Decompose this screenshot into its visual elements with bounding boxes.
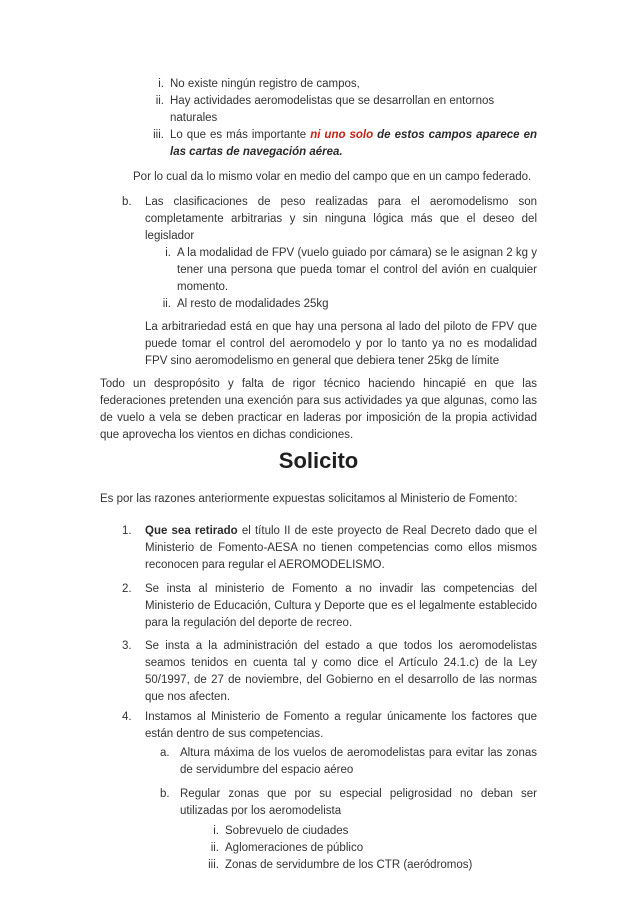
list-item-text: Regular zonas que por su especial peligrosidad no deban ser utilizadas por los aeromodelista [180,788,537,817]
paragraph-por-lo-cual: Por lo cual da lo mismo volar en medio del campo que en un campo federado. [133,171,532,183]
list-item-text: Instamos al Ministerio de Fomento a regular únicamente los factores que están dentro de sus competencias. [145,711,537,740]
list-marker: iii. [153,129,164,141]
list-item-text: Zonas de servidumbre de los CTR (aeródromos) [225,859,473,871]
list-item [100,127,537,161]
list-item [100,857,537,874]
request4b-sublist [100,823,537,874]
request-item-3 [100,638,537,706]
list-item [100,93,537,127]
list-item [100,76,537,93]
list-marker: b. [160,788,170,800]
list-marker: a. [160,747,170,759]
bold-text: Que sea retirado [145,525,238,537]
list-item [100,245,537,296]
list-item-text: Altura máxima de los vuelos de aeromodelistas para evitar las zonas de servidumbre del espacio aéreo [180,747,537,776]
request-item-1 [100,523,537,574]
list-marker: 3. [122,640,132,652]
emphasized-text: de estos campos aparece en las cartas de navegación aérea. [170,129,537,158]
paragraph-desproposito: Todo un despropósito y falta de rigor técnico haciendo hincapié en que las federaciones pretenden una exención para sus actividades ya que algunas, como las de vuelo a vela se deben practicar en laderas por imposición de la propia actividad que aprovecha los vientos en dichas condiciones. [100,378,537,441]
paragraph-arbitrariedad: La arbitrariedad está en que hay una persona al lado del piloto de FPV que puede tomar el control del aeromodelo y por lo tanto ya no es modalidad FPV sino aeromodelismo en general que debiera tener 25kg de límite [145,321,537,367]
list-item [100,296,537,313]
list-item-text: Se insta al ministerio de Fomento a no invadir las competencias del Ministerio de Educación, Cultura y Deporte que es el legalmente establecido para la regulación del deporte de recreo. [145,583,537,629]
field-problem-list [100,76,537,161]
item-b-sublist [100,245,537,313]
text-run: Lo que es más importante [170,129,311,141]
list-item [100,840,537,857]
request4-subitem-a [100,745,537,779]
list-marker: i. [213,825,219,837]
list-item-text [170,127,537,161]
highlighted-text-red: ni uno solo [310,129,374,141]
list-item-text: Aglomeraciones de público [225,842,364,854]
list-marker: i. [158,78,164,90]
list-item-text: A la modalidad de FPV (vuelo guiado por cámara) se le asignan 2 kg y tener una persona que pueda tomar el control del avión en cualquier momento. [177,247,537,293]
list-item-text: Sobrevuelo de ciudades [225,825,349,837]
list-marker: 4. [122,711,132,723]
section-heading-solicito: Solicito [278,448,359,473]
list-marker: iii. [208,859,219,871]
list-marker: ii. [155,95,164,107]
list-item-text: Hay actividades aeromodelistas que se desarrollan en entornos naturales [170,95,495,124]
list-item-text: No existe ningún registro de campos, [170,78,360,90]
list-item-b [100,194,537,245]
list-marker: ii. [210,842,219,854]
text-run: el título II de este proyecto de Real Decreto dado que el Ministerio de Fomento-AESA no tienen competencias como ellos mismos reconocen para regular el AEROMODELISMO. [145,525,537,571]
request-item-4 [100,709,537,743]
list-item [100,823,537,840]
list-marker: 1. [122,525,132,537]
request4-subitem-b [100,786,537,820]
paragraph-intro: Es por las razones anteriormente expuestas solicitamos al Ministerio de Fomento: [100,493,518,505]
document-content [100,76,537,874]
request-item-2 [100,581,537,632]
list-item-text: Al resto de modalidades 25kg [177,298,329,310]
list-marker: 2. [122,583,132,595]
list-marker: ii. [162,298,171,310]
list-item-text: Las clasificaciones de peso realizadas para el aeromodelismo son completamente arbitrarias y sin ninguna lógica más que el deseo del legislador [145,196,537,242]
list-marker: i. [165,247,171,259]
list-item-text [145,523,537,574]
list-item-text: Se insta a la administración del estado a que todos los aeromodelistas seamos tenidos en cuenta tal y como dice el Artículo 24.1.c) de la Ley 50/1997, de 27 de noviembre, del Gobierno en el desarrollo de las normas que nos afecten. [145,640,537,703]
list-marker: b. [122,196,132,208]
